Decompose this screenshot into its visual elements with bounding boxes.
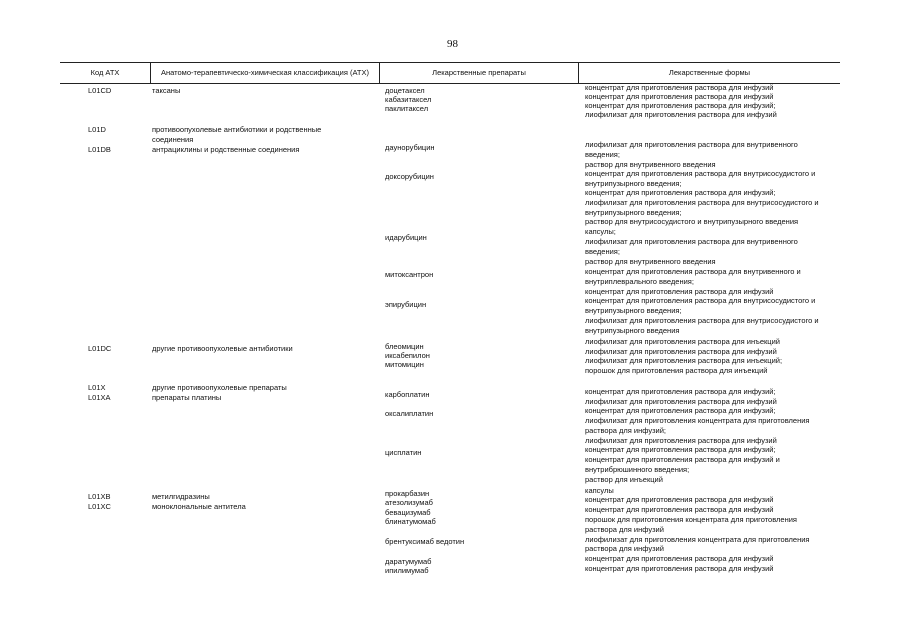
dosage-form: капсулы;: [585, 227, 616, 236]
dosage-form: концентрат для приготовления раствора для инфузий: [585, 554, 774, 563]
atc-code: L01XC: [88, 502, 111, 511]
dosage-form: лиофилизат для приготовления раствора для внутривенного: [585, 237, 798, 246]
dosage-form: концентрат для приготовления раствора для инфузий;: [585, 387, 776, 396]
atc-class: антрациклины и родственные соединения: [152, 145, 300, 154]
header-code: Код АТХ: [90, 68, 120, 77]
dosage-form: концентрат для приготовления раствора для внутривенного и: [585, 267, 801, 276]
atc-class: другие противоопухолевые антибиотики: [152, 344, 293, 353]
atc-class: соединения: [152, 135, 194, 144]
header-class: Анатомо-терапевтическо-химическая классификация (АТХ): [161, 68, 369, 77]
dosage-form: капсулы: [585, 486, 614, 495]
atc-class: препараты платины: [152, 393, 222, 402]
atc-class: моноклональные антитела: [152, 502, 246, 511]
dosage-form: концентрат для приготовления раствора для инфузий: [585, 495, 774, 504]
atc-class: противоопухолевые антибиотики и родственные: [152, 125, 322, 134]
header-drugs: Лекарственные препараты: [432, 68, 526, 77]
drug-name: бевацизумаб: [385, 508, 431, 517]
dosage-form: лиофилизат для приготовления раствора для инъекций: [585, 337, 780, 346]
atc-class: метилгидразины: [152, 492, 210, 501]
dosage-form: концентрат для приготовления раствора для инфузий: [585, 505, 774, 514]
drug-name: кабазитаксел: [385, 95, 432, 104]
dosage-form: внутриплеврального введения;: [585, 277, 694, 286]
dosage-form: раствор для внутрисосудистого и внутрипузырного введения: [585, 217, 799, 226]
dosage-form: введения;: [585, 150, 620, 159]
drug-name: блеомицин: [385, 342, 424, 351]
dosage-form: лиофилизат для приготовления концентрата для приготовления: [585, 416, 810, 425]
dosage-form: концентрат для приготовления раствора для инфузий: [585, 83, 774, 92]
drug-name: митомицин: [385, 360, 424, 369]
header-forms: Лекарственные формы: [668, 68, 751, 77]
dosage-form: раствор для внутривенного введения: [585, 160, 716, 169]
dosage-form: введения;: [585, 247, 620, 256]
drug-name: блинатумомаб: [385, 517, 436, 526]
dosage-form: концентрат для приготовления раствора для инфузий;: [585, 188, 776, 197]
drug-name: идарубицин: [385, 233, 427, 242]
atc-class: таксаны: [152, 86, 181, 95]
dosage-form: лиофилизат для приготовления раствора для внутривенного: [585, 140, 798, 149]
dosage-form: концентрат для приготовления раствора для инфузий;: [585, 406, 776, 415]
dosage-form: концентрат для приготовления раствора для внутрисосудистого и: [585, 169, 816, 178]
dosage-form: порошок для приготовления раствора для инъекций: [585, 366, 768, 375]
dosage-form: лиофилизат для приготовления раствора для внутрисосудистого и: [585, 198, 819, 207]
dosage-form: лиофилизат для приготовления раствора для инфузий: [585, 110, 777, 119]
drug-name: цисплатин: [385, 448, 422, 457]
dosage-form: концентрат для приготовления раствора для инфузий: [585, 287, 774, 296]
dosage-form: лиофилизат для приготовления раствора для инфузий: [585, 436, 777, 445]
dosage-form: раствор для инъекций: [585, 475, 663, 484]
atc-code: L01D: [88, 125, 106, 134]
drug-name: брентуксимаб ведотин: [385, 537, 465, 546]
drug-name: доксорубицин: [385, 172, 434, 181]
drug-name: оксалиплатин: [385, 409, 434, 418]
dosage-form: лиофилизат для приготовления раствора для инъекций;: [585, 356, 783, 365]
atc-code: L01XA: [88, 393, 111, 402]
drug-name: атезолизумаб: [385, 498, 433, 507]
dosage-form: раствора для инфузий;: [585, 426, 666, 435]
drug-name: прокарбазин: [385, 489, 430, 498]
drug-name: даратумумаб: [385, 557, 432, 566]
dosage-form: лиофилизат для приготовления концентрата для приготовления: [585, 535, 810, 544]
atc-code: L01XB: [88, 492, 111, 501]
drug-name: даунорубицин: [385, 143, 435, 152]
table-header: [60, 62, 840, 84]
dosage-form: раствор для внутривенного введения: [585, 257, 716, 266]
dosage-form: лиофилизат для приготовления раствора для внутрисосудистого и: [585, 316, 819, 325]
atc-code: L01DC: [88, 344, 112, 353]
dosage-form: лиофилизат для приготовления раствора для инфузий: [585, 397, 777, 406]
atc-code: L01CD: [88, 86, 112, 95]
dosage-form: внутрипузырного введения: [585, 326, 680, 335]
drug-name: ипилимумаб: [385, 566, 429, 575]
dosage-form: концентрат для приготовления раствора для инфузий: [585, 564, 774, 573]
drug-name: эпирубицин: [385, 300, 427, 309]
dosage-form: раствора для инфузий: [585, 525, 664, 534]
atc-code: L01DB: [88, 145, 111, 154]
drug-name: иксабепилон: [385, 351, 430, 360]
dosage-form: концентрат для приготовления раствора для внутрисосудистого и: [585, 296, 816, 305]
atc-code: L01X: [88, 383, 106, 392]
dosage-form: лиофилизат для приготовления раствора для инфузий: [585, 347, 777, 356]
dosage-form: внутрипузырного введения;: [585, 208, 682, 217]
dosage-form: концентрат для приготовления раствора для инфузий и: [585, 455, 780, 464]
dosage-form: раствора для инфузий: [585, 544, 664, 553]
dosage-form: внутрипузырного введения;: [585, 306, 682, 315]
atc-class: другие противоопухолевые препараты: [152, 383, 287, 392]
dosage-form: внутрипузырного введения;: [585, 179, 682, 188]
page-number: 98: [447, 38, 458, 50]
dosage-form: порошок для приготовления концентрата для приготовления: [585, 515, 797, 524]
dosage-form: внутрибрюшинного введения;: [585, 465, 690, 474]
drug-name: доцетаксел: [385, 86, 425, 95]
drug-name: паклитаксел: [385, 104, 429, 113]
drug-name: митоксантрон: [385, 270, 434, 279]
dosage-form: концентрат для приготовления раствора для инфузий;: [585, 445, 776, 454]
dosage-form: концентрат для приготовления раствора для инфузий;: [585, 101, 776, 110]
drug-name: карбоплатин: [385, 390, 430, 399]
dosage-form: концентрат для приготовления раствора для инфузий: [585, 92, 774, 101]
